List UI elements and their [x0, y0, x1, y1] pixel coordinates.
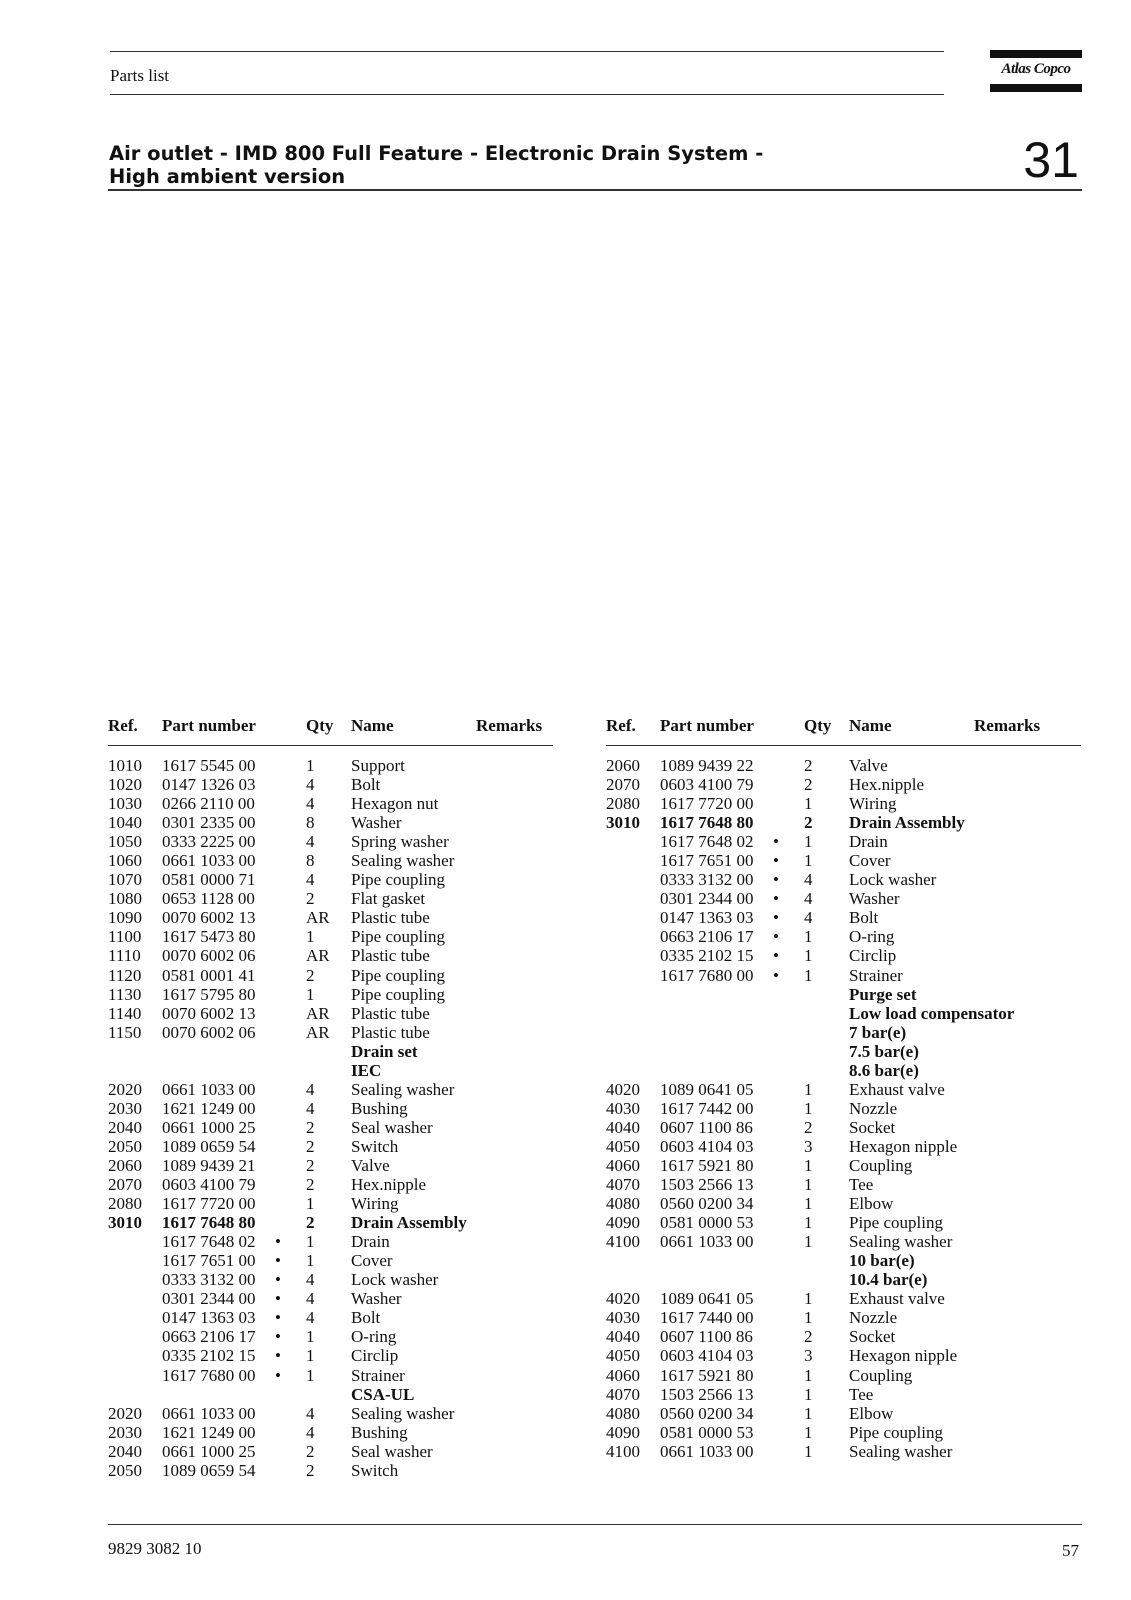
- cell-ref: 4040: [606, 1117, 640, 1137]
- cell-part-number: 0333 3132 00: [660, 870, 754, 890]
- cell-ref: 2050: [108, 1460, 142, 1480]
- cell-part-number: 0581 0001 41: [162, 965, 256, 985]
- cell-name: 7.5 bar(e): [849, 1041, 919, 1061]
- cell-part-number: 0070 6002 06: [162, 1022, 256, 1042]
- cell-part-number: 0070 6002 13: [162, 908, 256, 928]
- cell-bullet: •: [773, 870, 779, 890]
- cell-name: Washer: [849, 889, 900, 909]
- cell-qty: 2: [804, 813, 813, 833]
- cell-qty: 2: [306, 1175, 315, 1195]
- cell-qty: 2: [804, 1327, 813, 1347]
- cell-name: Pipe coupling: [849, 1422, 943, 1442]
- cell-part-number: 1089 0659 54: [162, 1136, 256, 1156]
- cell-name: Hexagon nipple: [849, 1136, 958, 1156]
- cell-part-number: 0333 2225 00: [162, 832, 256, 852]
- cell-qty: 1: [306, 1365, 315, 1385]
- cell-qty: 1: [804, 1365, 813, 1385]
- cell-name: Strainer: [351, 1365, 405, 1385]
- cell-ref: 4100: [606, 1232, 640, 1252]
- cell-name: Sealing washer: [849, 1441, 953, 1461]
- cell-bullet: •: [275, 1251, 281, 1271]
- cell-name: Exhaust valve: [849, 1289, 945, 1309]
- cell-ref: 4090: [606, 1422, 640, 1442]
- cell-ref: 1040: [108, 813, 142, 833]
- cell-name: Valve: [351, 1155, 390, 1175]
- cell-name: 7 bar(e): [849, 1022, 907, 1042]
- cell-name: Bolt: [351, 775, 381, 795]
- cell-qty: 2: [306, 889, 315, 909]
- cell-part-number: 1503 2566 13: [660, 1175, 754, 1195]
- cell-name: Washer: [351, 813, 402, 833]
- cell-qty: 1: [804, 1175, 813, 1195]
- cell-name: 10 bar(e): [849, 1251, 915, 1271]
- cell-part-number: 1617 7720 00: [660, 794, 754, 814]
- cell-name: Low load compensator: [849, 1003, 1015, 1023]
- cell-part-number: 0663 2106 17: [162, 1327, 256, 1347]
- cell-ref: 1080: [108, 889, 142, 909]
- cell-qty: AR: [306, 1022, 330, 1042]
- cell-qty: 4: [306, 775, 315, 795]
- cell-bullet: •: [275, 1232, 281, 1252]
- cell-name: Circlip: [351, 1346, 399, 1366]
- cell-qty: 1: [804, 1289, 813, 1309]
- header-name: Name: [351, 716, 394, 735]
- cell-ref: 2050: [108, 1136, 142, 1156]
- footer-rule: [108, 1524, 1082, 1525]
- cell-name: Sealing washer: [351, 851, 455, 871]
- cell-name: Sealing washer: [849, 1232, 953, 1252]
- cell-part-number: 1617 7440 00: [660, 1308, 754, 1328]
- cell-ref: 2060: [606, 756, 640, 775]
- cell-qty: 4: [306, 1422, 315, 1442]
- header-part-number: Part number: [162, 716, 256, 735]
- cell-ref: 4020: [606, 1289, 640, 1309]
- cell-qty: 1: [804, 794, 813, 814]
- cell-name: Support: [351, 756, 405, 775]
- cell-name: Bushing: [351, 1098, 408, 1118]
- cell-name: Plastic tube: [351, 1003, 430, 1023]
- cell-part-number: 1617 7651 00: [660, 851, 754, 871]
- logo-text: Atlas Copco: [1001, 61, 1071, 77]
- cell-part-number: 1617 7442 00: [660, 1098, 754, 1118]
- cell-part-number: 1617 5921 80: [660, 1155, 754, 1175]
- cell-bullet: •: [275, 1308, 281, 1328]
- cell-name: Bushing: [351, 1422, 408, 1442]
- cell-qty: 2: [306, 965, 315, 985]
- cell-bullet: •: [773, 832, 779, 852]
- cell-ref: 4060: [606, 1365, 640, 1385]
- cell-qty: 2: [804, 1117, 813, 1137]
- cell-part-number: 0661 1033 00: [162, 851, 256, 871]
- cell-ref: 4030: [606, 1308, 640, 1328]
- table-header-rule: [108, 745, 553, 746]
- cell-bullet: •: [275, 1289, 281, 1309]
- cell-name: Seal washer: [351, 1441, 433, 1461]
- cell-qty: 3: [804, 1346, 813, 1366]
- cell-name: Switch: [351, 1136, 399, 1156]
- cell-qty: 1: [306, 1327, 315, 1347]
- cell-part-number: 0603 4104 03: [660, 1346, 754, 1366]
- cell-bullet: •: [773, 889, 779, 909]
- cell-ref: 1050: [108, 832, 142, 852]
- cell-qty: 1: [804, 1441, 813, 1461]
- cell-qty: 4: [306, 1079, 315, 1099]
- cell-part-number: 0661 1033 00: [162, 1079, 256, 1099]
- cell-qty: 1: [804, 832, 813, 852]
- cell-part-number: 1621 1249 00: [162, 1098, 256, 1118]
- header-ref: Ref.: [606, 716, 636, 735]
- cell-ref: 2040: [108, 1441, 142, 1461]
- cell-name: Pipe coupling: [351, 984, 445, 1004]
- cell-part-number: 1089 0641 05: [660, 1289, 754, 1309]
- cell-name: O-ring: [849, 927, 895, 947]
- cell-part-number: 0603 4100 79: [660, 775, 754, 795]
- cell-qty: AR: [306, 1003, 330, 1023]
- cell-qty: 1: [804, 1308, 813, 1328]
- cell-part-number: 0603 4100 79: [162, 1175, 256, 1195]
- cell-name: Cover: [351, 1251, 393, 1271]
- cell-qty: 2: [306, 1155, 315, 1175]
- cell-part-number: 1617 5921 80: [660, 1365, 754, 1385]
- cell-qty: 3: [804, 1136, 813, 1156]
- header-qty: Qty: [306, 716, 334, 735]
- cell-part-number: 1617 7648 02: [162, 1232, 256, 1252]
- atlas-copco-logo: [990, 50, 1082, 94]
- cell-ref: 2030: [108, 1098, 142, 1118]
- cell-qty: 2: [306, 1441, 315, 1461]
- cell-ref: 4030: [606, 1098, 640, 1118]
- cell-part-number: 0581 0000 53: [660, 1422, 754, 1442]
- cell-name: Nozzle: [849, 1308, 898, 1328]
- cell-ref: 2060: [108, 1155, 142, 1175]
- cell-part-number: 0333 3132 00: [162, 1270, 256, 1290]
- cell-part-number: 1089 9439 21: [162, 1155, 256, 1175]
- cell-bullet: •: [275, 1365, 281, 1385]
- cell-ref: 4050: [606, 1136, 640, 1156]
- cell-part-number: 0661 1000 25: [162, 1117, 256, 1137]
- cell-qty: 1: [804, 1098, 813, 1118]
- cell-part-number: 1089 9439 22: [660, 756, 754, 775]
- cell-ref: 1100: [108, 927, 142, 947]
- cell-qty: 4: [804, 908, 813, 928]
- section-number: 31: [1023, 132, 1079, 188]
- header-remarks: Remarks: [476, 716, 543, 735]
- cell-qty: 4: [306, 832, 315, 852]
- cell-qty: 4: [306, 1308, 315, 1328]
- cell-name: 10.4 bar(e): [849, 1270, 928, 1290]
- cell-name: Drain Assembly: [351, 1213, 467, 1233]
- cell-part-number: 0301 2344 00: [660, 889, 754, 909]
- cell-qty: 1: [306, 1232, 315, 1252]
- cell-bullet: •: [773, 851, 779, 871]
- cell-name: Cover: [849, 851, 891, 871]
- cell-ref: 2040: [108, 1117, 142, 1137]
- cell-ref: 2070: [108, 1175, 142, 1195]
- cell-ref: 4050: [606, 1346, 640, 1366]
- cell-part-number: 1617 7651 00: [162, 1251, 256, 1271]
- cell-qty: 8: [306, 851, 315, 871]
- cell-qty: 1: [804, 965, 813, 985]
- cell-part-number: 1503 2566 13: [660, 1384, 754, 1404]
- cell-ref: 1070: [108, 870, 142, 890]
- cell-name: Bolt: [849, 908, 879, 928]
- cell-name: Spring washer: [351, 832, 449, 852]
- cell-bullet: •: [773, 965, 779, 985]
- cell-qty: 4: [804, 889, 813, 909]
- cell-name: Coupling: [849, 1155, 913, 1175]
- cell-ref: 1130: [108, 984, 142, 1004]
- cell-part-number: 0147 1363 03: [660, 908, 754, 928]
- cell-qty: 4: [306, 1403, 315, 1423]
- cell-part-number: 1617 7720 00: [162, 1194, 256, 1214]
- cell-part-number: 0661 1033 00: [660, 1441, 754, 1461]
- cell-qty: 2: [306, 1136, 315, 1156]
- cell-part-number: 1617 7648 80: [162, 1213, 256, 1233]
- cell-ref: 4100: [606, 1441, 640, 1461]
- cell-part-number: 1089 0641 05: [660, 1079, 754, 1099]
- cell-name: Sealing washer: [351, 1403, 455, 1423]
- cell-name: Pipe coupling: [849, 1213, 943, 1233]
- cell-name: Hex.nipple: [351, 1175, 427, 1195]
- cell-ref: 4080: [606, 1403, 640, 1423]
- cell-part-number: 0266 2110 00: [162, 794, 255, 814]
- cell-name: Socket: [849, 1117, 896, 1137]
- cell-part-number: 1621 1249 00: [162, 1422, 256, 1442]
- cell-qty: 4: [306, 870, 315, 890]
- cell-name: Pipe coupling: [351, 927, 445, 947]
- cell-bullet: •: [275, 1346, 281, 1366]
- table-header-rule: [606, 745, 1081, 746]
- cell-part-number: 1617 7648 80: [660, 813, 754, 833]
- cell-ref: 1120: [108, 965, 142, 985]
- cell-qty: 4: [306, 1098, 315, 1118]
- cell-part-number: 0581 0000 53: [660, 1213, 754, 1233]
- cell-bullet: •: [773, 927, 779, 947]
- cell-part-number: 0147 1326 03: [162, 775, 256, 795]
- cell-ref: 3010: [108, 1213, 142, 1233]
- cell-qty: 1: [804, 1194, 813, 1214]
- cell-qty: 1: [804, 1422, 813, 1442]
- cell-ref: 1060: [108, 851, 142, 871]
- cell-qty: 1: [804, 1384, 813, 1404]
- cell-qty: 2: [306, 1117, 315, 1137]
- cell-qty: 2: [804, 775, 813, 795]
- cell-name: Elbow: [849, 1403, 894, 1423]
- cell-part-number: 0607 1100 86: [660, 1117, 753, 1137]
- cell-part-number: 0560 0200 34: [660, 1403, 754, 1423]
- cell-qty: 1: [804, 1079, 813, 1099]
- cell-part-number: 0560 0200 34: [660, 1194, 754, 1214]
- cell-bullet: •: [773, 908, 779, 928]
- cell-qty: 1: [306, 1346, 315, 1366]
- cell-qty: 8: [306, 813, 315, 833]
- cell-qty: 1: [804, 927, 813, 947]
- cell-ref: 2070: [606, 775, 640, 795]
- cell-part-number: 0147 1363 03: [162, 1308, 256, 1328]
- cell-name: Wiring: [849, 794, 897, 814]
- cell-bullet: •: [275, 1270, 281, 1290]
- cell-qty: 1: [804, 1213, 813, 1233]
- cell-name: Pipe coupling: [351, 870, 445, 890]
- cell-ref: 4060: [606, 1155, 640, 1175]
- cell-qty: 1: [306, 756, 315, 775]
- cell-ref: 1150: [108, 1022, 142, 1042]
- cell-qty: 4: [804, 870, 813, 890]
- table-header: [108, 716, 553, 744]
- cell-qty: 1: [804, 1232, 813, 1252]
- cell-name: Wiring: [351, 1194, 399, 1214]
- cell-name: Tee: [849, 1175, 874, 1195]
- cell-name: Circlip: [849, 946, 897, 966]
- cell-ref: 1030: [108, 794, 142, 814]
- cell-name: Pipe coupling: [351, 965, 445, 985]
- cell-name: Drain Assembly: [849, 813, 965, 833]
- cell-ref: 4020: [606, 1079, 640, 1099]
- header-part-number: Part number: [660, 716, 754, 735]
- cell-ref: 3010: [606, 813, 640, 833]
- cell-part-number: 0653 1128 00: [162, 889, 255, 909]
- cell-name: Hex.nipple: [849, 775, 925, 795]
- header-remarks: Remarks: [974, 716, 1041, 735]
- cell-ref: 1020: [108, 775, 142, 795]
- cell-name: Elbow: [849, 1194, 894, 1214]
- cell-ref: 2030: [108, 1422, 142, 1442]
- cell-name: Drain: [351, 1232, 390, 1252]
- cell-part-number: 1617 7680 00: [660, 965, 754, 985]
- cell-name: Coupling: [849, 1365, 913, 1385]
- cell-name: Lock washer: [351, 1270, 439, 1290]
- cell-qty: 1: [306, 927, 315, 947]
- title-line-1: Air outlet - IMD 800 Full Feature - Electronic Drain System -: [109, 142, 764, 165]
- cell-bullet: •: [275, 1327, 281, 1347]
- cell-part-number: 1617 5795 80: [162, 984, 256, 1004]
- cell-part-number: 0661 1033 00: [162, 1403, 256, 1423]
- header-label: Parts list: [110, 66, 170, 85]
- cell-name: Valve: [849, 756, 888, 775]
- page-number: 57: [1062, 1541, 1079, 1560]
- cell-name: Seal washer: [351, 1117, 433, 1137]
- title-line-2: High ambient version: [109, 165, 346, 188]
- cell-qty: 1: [804, 1403, 813, 1423]
- cell-part-number: 0603 4104 03: [660, 1136, 754, 1156]
- cell-part-number: 0661 1000 25: [162, 1441, 256, 1461]
- cell-ref: 1140: [108, 1003, 142, 1023]
- cell-qty: 4: [306, 794, 315, 814]
- cell-part-number: 0661 1033 00: [660, 1232, 754, 1252]
- cell-qty: 1: [306, 984, 315, 1004]
- cell-ref: 2020: [108, 1403, 142, 1423]
- cell-ref: 4080: [606, 1194, 640, 1214]
- cell-part-number: 1617 5473 80: [162, 927, 256, 947]
- cell-qty: 4: [306, 1289, 315, 1309]
- cell-qty: 1: [804, 946, 813, 966]
- cell-name: CSA-UL: [351, 1384, 415, 1404]
- cell-qty: 1: [306, 1194, 315, 1214]
- cell-ref: 4090: [606, 1213, 640, 1233]
- cell-qty: 1: [804, 1155, 813, 1175]
- cell-part-number: 0581 0000 71: [162, 870, 256, 890]
- cell-name: IEC: [351, 1060, 382, 1080]
- cell-part-number: 0663 2106 17: [660, 927, 754, 947]
- parts-table-left: [108, 716, 553, 1480]
- cell-name: 8.6 bar(e): [849, 1060, 919, 1080]
- document-number: 9829 3082 10: [108, 1539, 202, 1558]
- cell-name: Drain set: [351, 1041, 418, 1061]
- cell-qty: 2: [306, 1213, 315, 1233]
- cell-part-number: 0301 2344 00: [162, 1289, 256, 1309]
- parts-table-right: [606, 716, 1081, 1461]
- page-title: [109, 142, 929, 188]
- cell-name: Hexagon nipple: [849, 1346, 958, 1366]
- cell-name: Exhaust valve: [849, 1079, 945, 1099]
- header-bottom-rule: [110, 94, 944, 95]
- cell-name: Drain: [849, 832, 888, 852]
- table-header: [606, 716, 1081, 744]
- cell-ref: 1110: [108, 946, 141, 966]
- cell-qty: AR: [306, 946, 330, 966]
- cell-part-number: 1617 7648 02: [660, 832, 754, 852]
- cell-part-number: 1089 0659 54: [162, 1460, 256, 1480]
- cell-name: Lock washer: [849, 870, 937, 890]
- cell-qty: 1: [804, 851, 813, 871]
- cell-ref: 1090: [108, 908, 142, 928]
- cell-qty: 4: [306, 1270, 315, 1290]
- cell-name: Nozzle: [849, 1098, 898, 1118]
- cell-name: Purge set: [849, 984, 917, 1004]
- cell-bullet: •: [773, 946, 779, 966]
- cell-name: Strainer: [849, 965, 903, 985]
- cell-ref: 2020: [108, 1079, 142, 1099]
- cell-qty: AR: [306, 908, 330, 928]
- cell-ref: 4070: [606, 1175, 640, 1195]
- header-name: Name: [849, 716, 892, 735]
- cell-part-number: 0070 6002 13: [162, 1003, 256, 1023]
- cell-part-number: 1617 5545 00: [162, 756, 256, 775]
- cell-name: Plastic tube: [351, 1022, 430, 1042]
- cell-part-number: 0335 2102 15: [660, 946, 754, 966]
- cell-part-number: 0335 2102 15: [162, 1346, 256, 1366]
- cell-name: Sealing washer: [351, 1079, 455, 1099]
- header-ref: Ref.: [108, 716, 138, 735]
- title-rule: [108, 189, 1082, 191]
- cell-name: Hexagon nut: [351, 794, 439, 814]
- cell-qty: 2: [804, 756, 813, 775]
- cell-ref: 2080: [108, 1194, 142, 1214]
- cell-name: Switch: [351, 1460, 399, 1480]
- cell-name: Socket: [849, 1327, 896, 1347]
- cell-qty: 2: [306, 1460, 315, 1480]
- cell-name: Bolt: [351, 1308, 381, 1328]
- cell-part-number: 0607 1100 86: [660, 1327, 753, 1347]
- cell-ref: 4040: [606, 1327, 640, 1347]
- cell-name: Plastic tube: [351, 946, 430, 966]
- cell-ref: 4070: [606, 1384, 640, 1404]
- cell-ref: 2080: [606, 794, 640, 814]
- cell-qty: 1: [306, 1251, 315, 1271]
- cell-name: O-ring: [351, 1327, 397, 1347]
- cell-name: Washer: [351, 1289, 402, 1309]
- cell-ref: 1010: [108, 756, 142, 775]
- cell-part-number: 1617 7680 00: [162, 1365, 256, 1385]
- cell-name: Plastic tube: [351, 908, 430, 928]
- cell-name: Flat gasket: [351, 889, 426, 909]
- cell-part-number: 0301 2335 00: [162, 813, 256, 833]
- cell-part-number: 0070 6002 06: [162, 946, 256, 966]
- cell-name: Tee: [849, 1384, 874, 1404]
- header-top-rule: [110, 51, 944, 52]
- header-qty: Qty: [804, 716, 832, 735]
